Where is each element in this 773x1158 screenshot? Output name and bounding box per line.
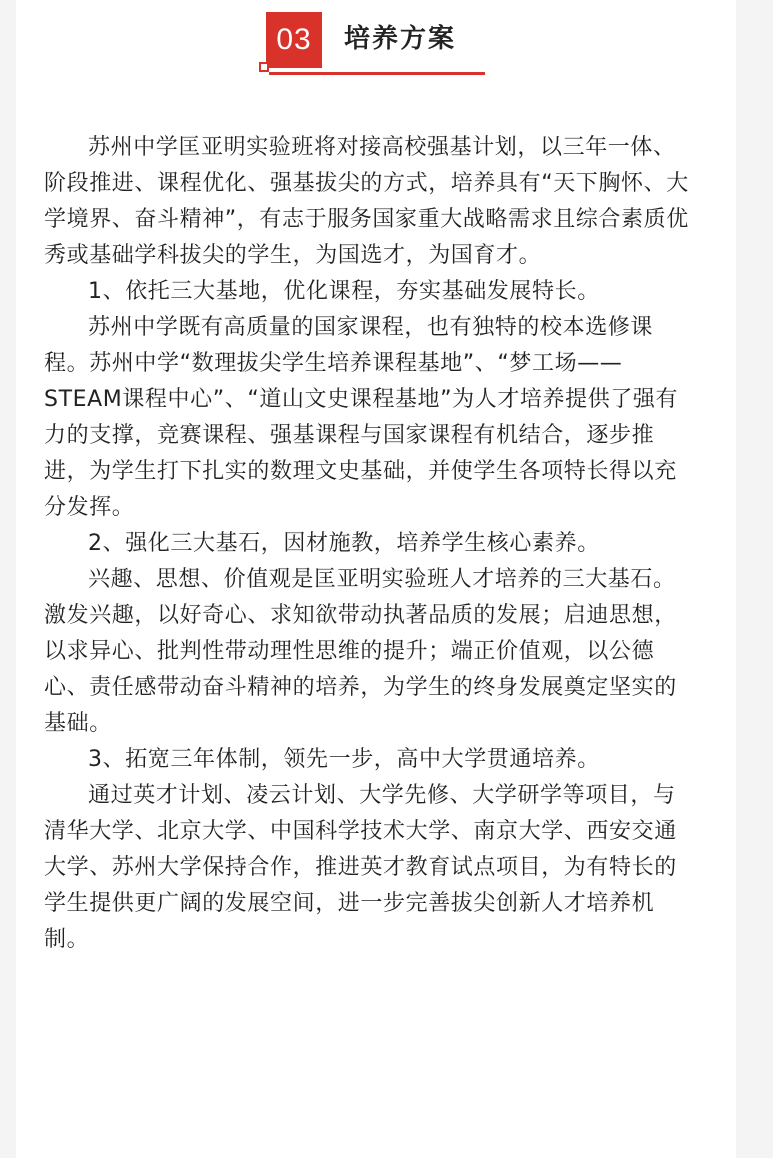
point-3-paragraph: 通过英才计划、凌云计划、大学先修、大学研学等项目，与清华大学、北京大学、中国科学技术大学、南京大学、西安交通大学、苏州大学保持合作，推进英才教育试点项目，为有特长的学生提供更广阔的发展空间，进一步完善拔尖创新人才培养机制。 (44, 783, 677, 952)
intro-paragraph: 苏州中学匡亚明实验班将对接高校强基计划，以三年一体、阶段推进、课程优化、强基拔尖的方式，培养具有“天下胸怀、大学境界、奋斗精神”，有志于服务国家重大战略需求且综合素质优秀或基础学科拔尖的学生，为国选才，为国育才。 (44, 135, 689, 268)
point-2-heading: 2、强化三大基石，因材施教，培养学生核心素养。 (88, 531, 600, 556)
header-underline (269, 72, 485, 75)
section-number-badge: 03 (266, 12, 322, 68)
point-1-paragraph: 苏州中学既有高质量的国家课程，也有独特的校本选修课程。苏州中学“数理拔尖学生培养课程基地”、“梦工场——STEAM课程中心”、“道山文史课程基地”为人才培养提供了强有力的支撑，竞赛课程、强基课程与国家课程有机结合，逐步推进，为学生打下扎实的数理文史基础，并使学生各项特长得以充分发挥。 (44, 315, 679, 520)
article-body (44, 130, 694, 958)
point-1-heading: 1、依托三大基地，优化课程，夯实基础发展特长。 (88, 279, 600, 304)
badge-corner-decoration (259, 62, 269, 72)
point-3-heading: 3、拓宽三年体制，领先一步，高中大学贯通培养。 (88, 747, 600, 772)
section-title: 培养方案 (344, 24, 457, 54)
point-2-paragraph: 兴趣、思想、价值观是匡亚明实验班人才培养的三大基石。激发兴趣，以好奇心、求知欲带动执著品质的发展；启迪思想，以求异心、批判性带动理性思维的提升；端正价值观，以公德心、责任感带动奋斗精神的培养，为学生的终身发展奠定坚实的基础。 (44, 567, 677, 736)
section-header (16, 0, 736, 90)
article-page (16, 0, 736, 1158)
